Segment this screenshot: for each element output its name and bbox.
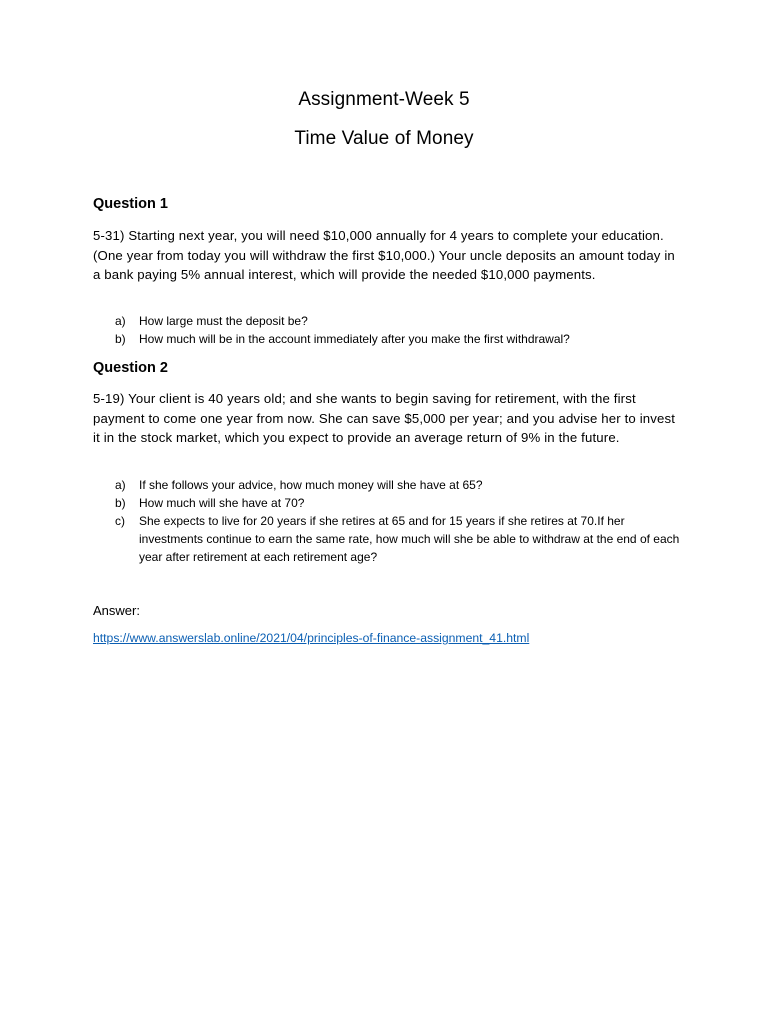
list-marker: c) — [115, 514, 125, 528]
list-item — [93, 494, 683, 512]
answer-link[interactable]: https://www.answerslab.online/2021/04/principles-of-finance-assignment_41.html — [93, 631, 530, 645]
document-title: Assignment-Week 5 — [298, 89, 470, 110]
list-item-text: How much will be in the account immediately after you make the first withdrawal? — [139, 332, 570, 346]
question-1-subquestions — [93, 312, 683, 348]
list-marker: b) — [115, 496, 126, 510]
list-item-text: How large must the deposit be? — [139, 314, 308, 328]
list-marker: b) — [115, 332, 126, 346]
document-subtitle: Time Value of Money — [294, 128, 474, 149]
question-1-heading: Question 1 — [93, 196, 168, 212]
question-2-subquestions — [93, 476, 683, 566]
question-2-text: 5-19) Your client is 40 years old; and she wants to begin saving for retirement, with the first payment to come one year from now. She can save $5,000 per year; and you advise her to invest it in the stock market, which you expect to provide an average return of 9% in the future. — [93, 391, 676, 445]
list-item — [93, 476, 683, 494]
question-1-text: 5-31) Starting next year, you will need $10,000 annually for 4 years to complete your education. (One year from today you will withdraw the first $10,000.) Your uncle deposits an amount today in a bank paying 5% annual interest, which will provide the needed $10,000 payments. — [93, 228, 675, 282]
list-item — [93, 512, 683, 566]
question-2-heading: Question 2 — [93, 360, 168, 376]
list-item-text: How much will she have at 70? — [139, 496, 305, 510]
list-marker: a) — [115, 478, 126, 492]
answer-label: Answer: — [93, 603, 140, 618]
list-item — [93, 330, 683, 348]
list-marker: a) — [115, 314, 126, 328]
list-item-text: If she follows your advice, how much money will she have at 65? — [139, 478, 483, 492]
list-item-text: She expects to live for 20 years if she retires at 65 and for 15 years if she retires at 70.If her investments continue to earn the same rate, how much will she be able to withdraw at the end of each year after retirement at each retirement age? — [139, 514, 680, 564]
list-item — [93, 312, 683, 330]
